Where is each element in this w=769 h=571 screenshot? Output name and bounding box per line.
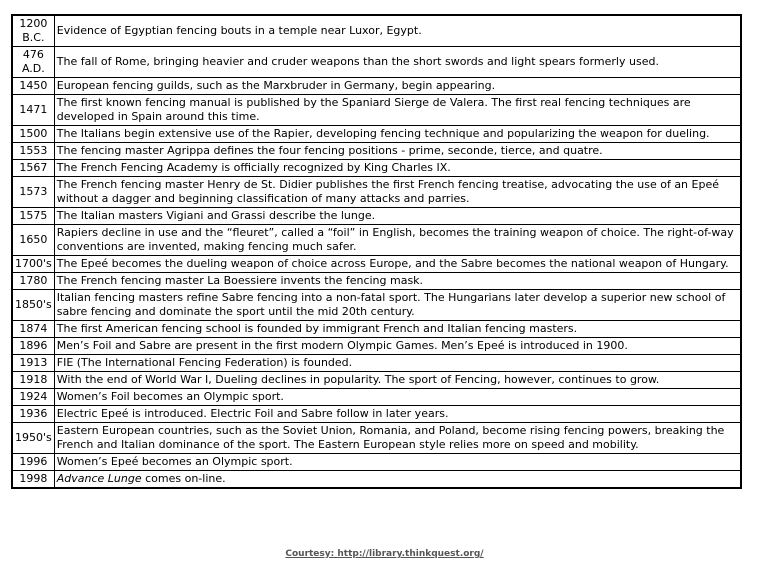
event-cell: Italian fencing masters refine Sabre fencing into a non-fatal sport. The Hungarians later develop a superior new school of sabre fencing and dominate the sport until the mid 20th century. [54,290,741,321]
year-text: B.C. [22,31,45,44]
table-row [12,78,741,95]
year-text: 1471 [19,103,48,116]
year-cell [12,15,54,47]
event-cell: With the end of World War I, Dueling declines in popularity. The sport of Fencing, however, continues to grow. [54,372,741,389]
year-cell [12,406,54,423]
table-row [12,15,741,47]
table-row [12,208,741,225]
courtesy-label: Courtesy: [285,549,338,559]
year-cell [12,47,54,78]
event-cell: Men’s Foil and Sabre are present in the first modern Olympic Games. Men’s Epeé is introduced in 1900. [54,338,741,355]
year-text: 1936 [19,407,48,420]
year-text: 1567 [19,161,48,174]
year-text: 1874 [19,322,48,335]
year-text: 1450 [19,79,48,92]
event-cell: The first American fencing school is founded by immigrant French and Italian fencing masters. [54,321,741,338]
event-cell: The French Fencing Academy is officially recognized by King Charles IX. [54,160,741,177]
year-text: 1700's [15,257,52,270]
year-text: 1650 [19,233,48,246]
year-cell [12,372,54,389]
table-row [12,338,741,355]
event-cell: Electric Epeé is introduced. Electric Foil and Sabre follow in later years. [54,406,741,423]
year-text: A.D. [21,62,45,75]
table-row [12,321,741,338]
event-cell: Eastern European countries, such as the Soviet Union, Romania, and Poland, become rising fencing powers, breaking the French and Italian dominance of the sport. The Eastern European style relies more on speed and mobility. [54,423,741,454]
year-cell [12,177,54,208]
year-text: 1950's [15,431,52,444]
event-cell: The fall of Rome, bringing heavier and cruder weapons than the short swords and light spears formerly used. [54,47,741,78]
year-cell [12,273,54,290]
table-row [12,95,741,126]
year-text: 1553 [19,144,48,157]
year-cell [12,321,54,338]
event-cell: The French fencing master Henry de St. Didier publishes the first French fencing treatise, advocating the use of an Epeé without a dagger and beginning classification of many attacks and parries. [54,177,741,208]
year-text: 1850's [15,298,52,311]
courtesy-link[interactable]: http://library.thinkquest.org/ [337,549,484,559]
event-cell: The fencing master Agrippa defines the four fencing positions - prime, seconde, tierce, and quatre. [54,143,741,160]
year-text: 1913 [19,356,48,369]
year-text: 1998 [19,472,48,485]
year-cell [12,95,54,126]
year-cell [12,143,54,160]
table-row [12,160,741,177]
table-row [12,126,741,143]
year-cell [12,355,54,372]
year-text: 1896 [19,339,48,352]
event-cell: Rapiers decline in use and the “fleuret”, called a “foil” in English, becomes the training weapon of choice. The right-of-way conventions are invented, making fencing much safer. [54,225,741,256]
table-row [12,372,741,389]
year-text: 1500 [19,127,48,140]
year-cell [12,208,54,225]
event-cell: Women’s Foil becomes an Olympic sport. [54,389,741,406]
year-cell [12,471,54,489]
event-cell: The French fencing master La Boessiere invents the fencing mask. [54,273,741,290]
timeline-body [12,15,741,488]
event-cell: The Italian masters Vigiani and Grassi describe the lunge. [54,208,741,225]
event-italic-text: Advance Lunge [56,472,142,485]
year-cell [12,454,54,471]
event-cell: The Epeé becomes the dueling weapon of choice across Europe, and the Sabre becomes the national weapon of Hungary. [54,256,741,273]
table-row [12,389,741,406]
table-row [12,273,741,290]
table-row [12,47,741,78]
table-row [12,355,741,372]
table-row [12,423,741,454]
year-cell [12,338,54,355]
year-text: 1996 [19,455,48,468]
year-text: 1924 [19,390,48,403]
fencing-timeline-table [11,14,742,489]
table-row [12,177,741,208]
event-cell: Evidence of Egyptian fencing bouts in a temple near Luxor, Egypt. [54,15,741,47]
year-cell [12,290,54,321]
year-cell [12,423,54,454]
year-text: 1573 [19,185,48,198]
year-text: 1200 [19,17,48,30]
courtesy-credit [0,549,769,559]
year-cell [12,160,54,177]
event-text: comes on-line. [141,472,226,485]
table-row [12,143,741,160]
event-cell [54,471,741,489]
event-cell: Women’s Epeé becomes an Olympic sport. [54,454,741,471]
event-cell: The Italians begin extensive use of the Rapier, developing fencing technique and popularizing the weapon for dueling. [54,126,741,143]
table-row [12,406,741,423]
year-cell [12,78,54,95]
table-row [12,454,741,471]
year-cell [12,256,54,273]
year-text: 476 [22,48,44,61]
year-cell [12,389,54,406]
year-text: 1780 [19,274,48,287]
year-text: 1918 [19,373,48,386]
table-row [12,471,741,489]
event-cell: European fencing guilds, such as the Marxbruder in Germany, begin appearing. [54,78,741,95]
year-cell [12,126,54,143]
table-row [12,290,741,321]
table-row [12,225,741,256]
table-row [12,256,741,273]
event-cell: FIE (The International Fencing Federation) is founded. [54,355,741,372]
event-cell: The first known fencing manual is published by the Spaniard Sierge de Valera. The first real fencing techniques are developed in Spain around this time. [54,95,741,126]
year-text: 1575 [19,209,48,222]
year-cell [12,225,54,256]
